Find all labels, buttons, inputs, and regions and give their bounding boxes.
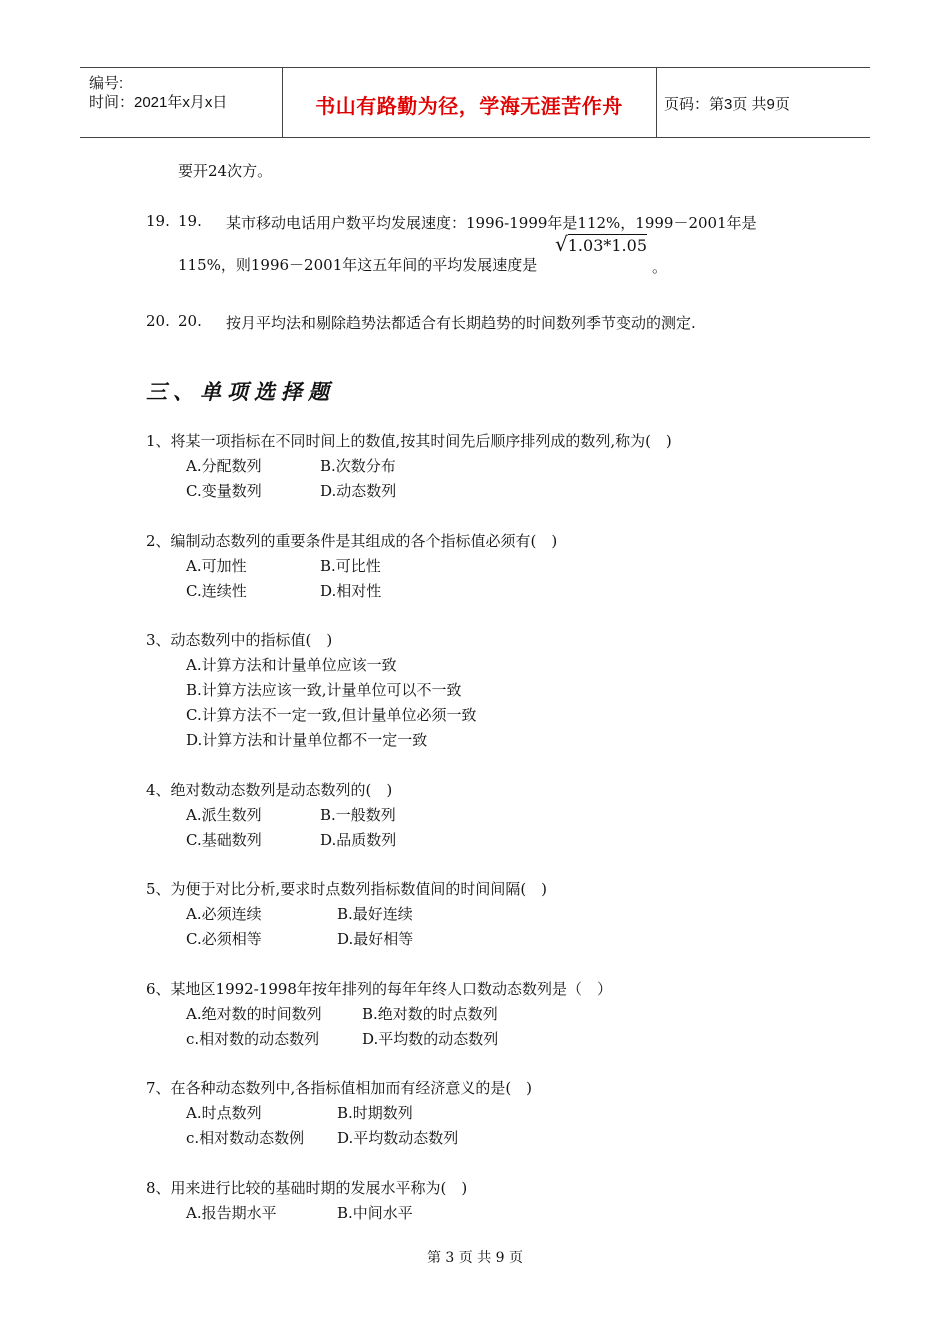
option: D.动态数列 bbox=[320, 482, 397, 500]
question-stem: 8、用来进行比较的基础时期的发展水平称为( ) bbox=[146, 1179, 468, 1197]
option: B.绝对数的时点数列 bbox=[362, 1005, 498, 1023]
number-label: 编号: bbox=[89, 75, 124, 92]
option: B.可比性 bbox=[320, 557, 381, 575]
option: B.一般数列 bbox=[320, 806, 396, 824]
option: C.基础数列 bbox=[186, 831, 262, 849]
option: A.必须连续 bbox=[186, 905, 262, 923]
option: D.平均数的动态数列 bbox=[362, 1030, 499, 1048]
question-stem: 6、某地区1992-1998年按年排列的每年年终人口数动态数列是（ ） bbox=[146, 980, 612, 998]
question-stem: 7、在各种动态数列中,各指标值相加而有经济意义的是( ) bbox=[146, 1079, 533, 1097]
option: A.时点数列 bbox=[186, 1104, 262, 1122]
q19-number: 19. bbox=[146, 212, 170, 230]
option: D.计算方法和计量单位都不一定一致 bbox=[186, 731, 428, 749]
q19-formula: √1.03*1.05 bbox=[555, 232, 647, 256]
question-stem: 4、绝对数动态数列是动态数列的( ) bbox=[146, 781, 393, 799]
q20-text: 按月平均法和剔除趋势法都适合有长期趋势的时间数列季节变动的测定. bbox=[226, 314, 696, 332]
q20-subnumber: 20. bbox=[178, 312, 202, 330]
option: A.计算方法和计量单位应该一致 bbox=[186, 656, 397, 674]
q19-subnumber: 19. bbox=[178, 212, 202, 230]
question-stem: 3、动态数列中的指标值( ) bbox=[146, 631, 333, 649]
page-label: 页码：第3页 共9页 bbox=[664, 96, 790, 113]
option: C.必须相等 bbox=[186, 930, 262, 948]
option: A.报告期水平 bbox=[186, 1204, 277, 1222]
time-label: 时间：2021年x月x日 bbox=[89, 94, 228, 111]
question-stem: 2、编制动态数列的重要条件是其组成的各个指标值必须有( ) bbox=[146, 532, 558, 550]
option: B.最好连续 bbox=[337, 905, 413, 923]
option: c.相对数动态数例 bbox=[186, 1129, 305, 1147]
option: D.平均数动态数列 bbox=[337, 1129, 459, 1147]
header-motto-cell bbox=[282, 68, 657, 137]
option: C.连续性 bbox=[186, 582, 247, 600]
header-table bbox=[80, 67, 870, 138]
question-stem: 5、为便于对比分析,要求时点数列指标数值间的时间间隔( ) bbox=[146, 880, 548, 898]
option: A.绝对数的时间数列 bbox=[186, 1005, 322, 1023]
radical-sign-icon: √ bbox=[555, 232, 568, 256]
motto: 书山有路勤为径，学海无涯苦作舟 bbox=[315, 94, 623, 118]
header-page-cell bbox=[656, 68, 870, 137]
option: B.时期数列 bbox=[337, 1104, 413, 1122]
header-left-cell bbox=[80, 68, 283, 137]
option: B.计算方法应该一致,计量单位可以不一致 bbox=[186, 681, 462, 699]
option: B.中间水平 bbox=[337, 1204, 413, 1222]
option: A.分配数列 bbox=[186, 457, 262, 475]
option: C.计算方法不一定一致,但计量单位必须一致 bbox=[186, 706, 477, 724]
option: D.相对性 bbox=[320, 582, 382, 600]
q20-number: 20. bbox=[146, 312, 170, 330]
option: D.最好相等 bbox=[337, 930, 414, 948]
option: C.变量数列 bbox=[186, 482, 262, 500]
q19-end: 。 bbox=[652, 258, 668, 276]
option: B.次数分布 bbox=[320, 457, 396, 475]
section-title: 三、单项选择题 bbox=[146, 380, 335, 404]
option: A.派生数列 bbox=[186, 806, 262, 824]
option: c.相对数的动态数列 bbox=[186, 1030, 320, 1048]
q19-text-line1: 某市移动电话用户数平均发展速度：1996-1999年是112%，1999－2001年是 bbox=[226, 214, 757, 232]
q19-text-line2: 115%，则1996－2001年这五年间的平均发展速度是 bbox=[178, 256, 538, 274]
question-stem: 1、将某一项指标在不同时间上的数值,按其时间先后顺序排列成的数列,称为( ) bbox=[146, 432, 672, 450]
continuation-text: 要开24次方。 bbox=[178, 162, 273, 180]
option: A.可加性 bbox=[186, 557, 247, 575]
page-footer: 第 3 页 共 9 页 bbox=[426, 1250, 524, 1266]
option: D.品质数列 bbox=[320, 831, 397, 849]
